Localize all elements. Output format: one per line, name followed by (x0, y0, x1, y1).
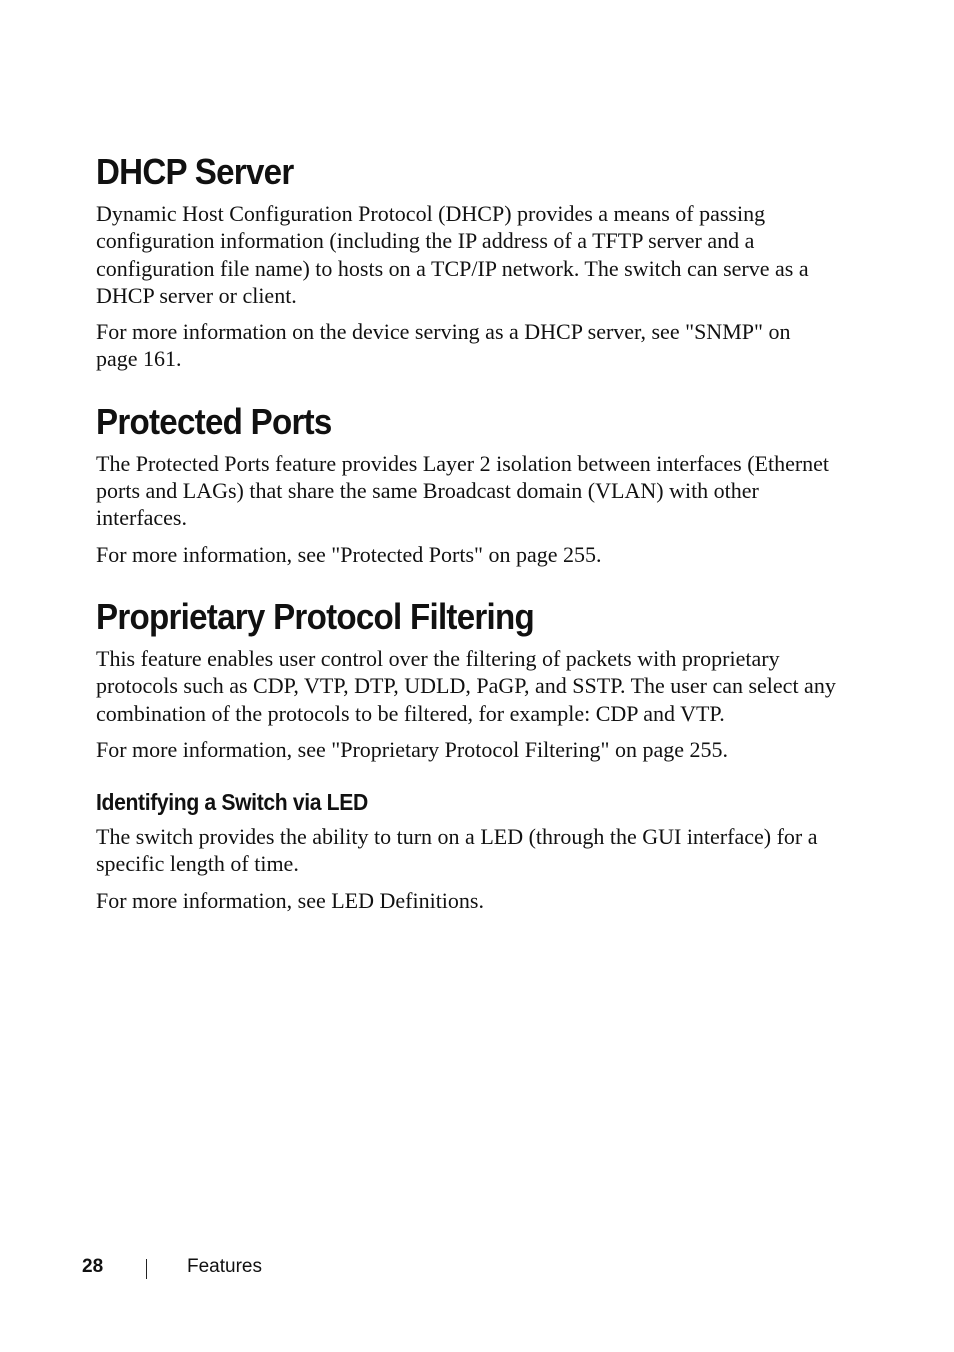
subsection-identifying-switch-via-led (96, 787, 836, 914)
section-paragraph: For more information on the device serving as a DHCP server, see "SNMP" on page 161. (96, 319, 791, 372)
section-paragraph: The Protected Ports feature provides Layer 2 isolation between interfaces (Ethernet ports and LAGs) that share the same Broadcast domain (VLAN) with other interfaces. (96, 450, 830, 531)
section-protected-ports (96, 400, 836, 568)
page-content (96, 150, 836, 941)
subsection-heading: Identifying a Switch via LED (96, 789, 368, 816)
section-paragraph: For more information, see "Protected Ports" on page 255. (96, 541, 602, 567)
section-paragraph: For more information, see "Proprietary Protocol Filtering" on page 255. (96, 736, 729, 762)
section-dhcp-server (96, 150, 836, 373)
section-paragraph: For more information, see LED Definitions. (96, 887, 484, 913)
footer-divider (146, 1259, 147, 1279)
page-number: 28 (82, 1256, 104, 1277)
section-paragraph: This feature enables user control over the filtering of packets with proprietary protocols such as CDP, VTP, DTP, UDLD, PaGP, and SSTP. The user can select any combination of the protocols to be filtered, for example: CDP and VTP. (96, 645, 836, 726)
section-heading: DHCP Server (96, 151, 294, 192)
section-heading: Protected Ports (96, 400, 332, 442)
footer-section-name: Features (187, 1256, 262, 1277)
section-paragraph: Dynamic Host Configuration Protocol (DHCP) provides a means of passing configuration information (including the IP address of a TFTP server and a configuration file name) to hosts on a TCP/IP network. The switch can serve as a DHCP server or client. (96, 201, 809, 308)
section-proprietary-protocol-filtering (96, 595, 836, 763)
section-heading: Proprietary Protocol Filtering (96, 595, 535, 637)
section-paragraph: The switch provides the ability to turn on a LED (through the GUI interface) for a specific length of time. (96, 824, 818, 877)
